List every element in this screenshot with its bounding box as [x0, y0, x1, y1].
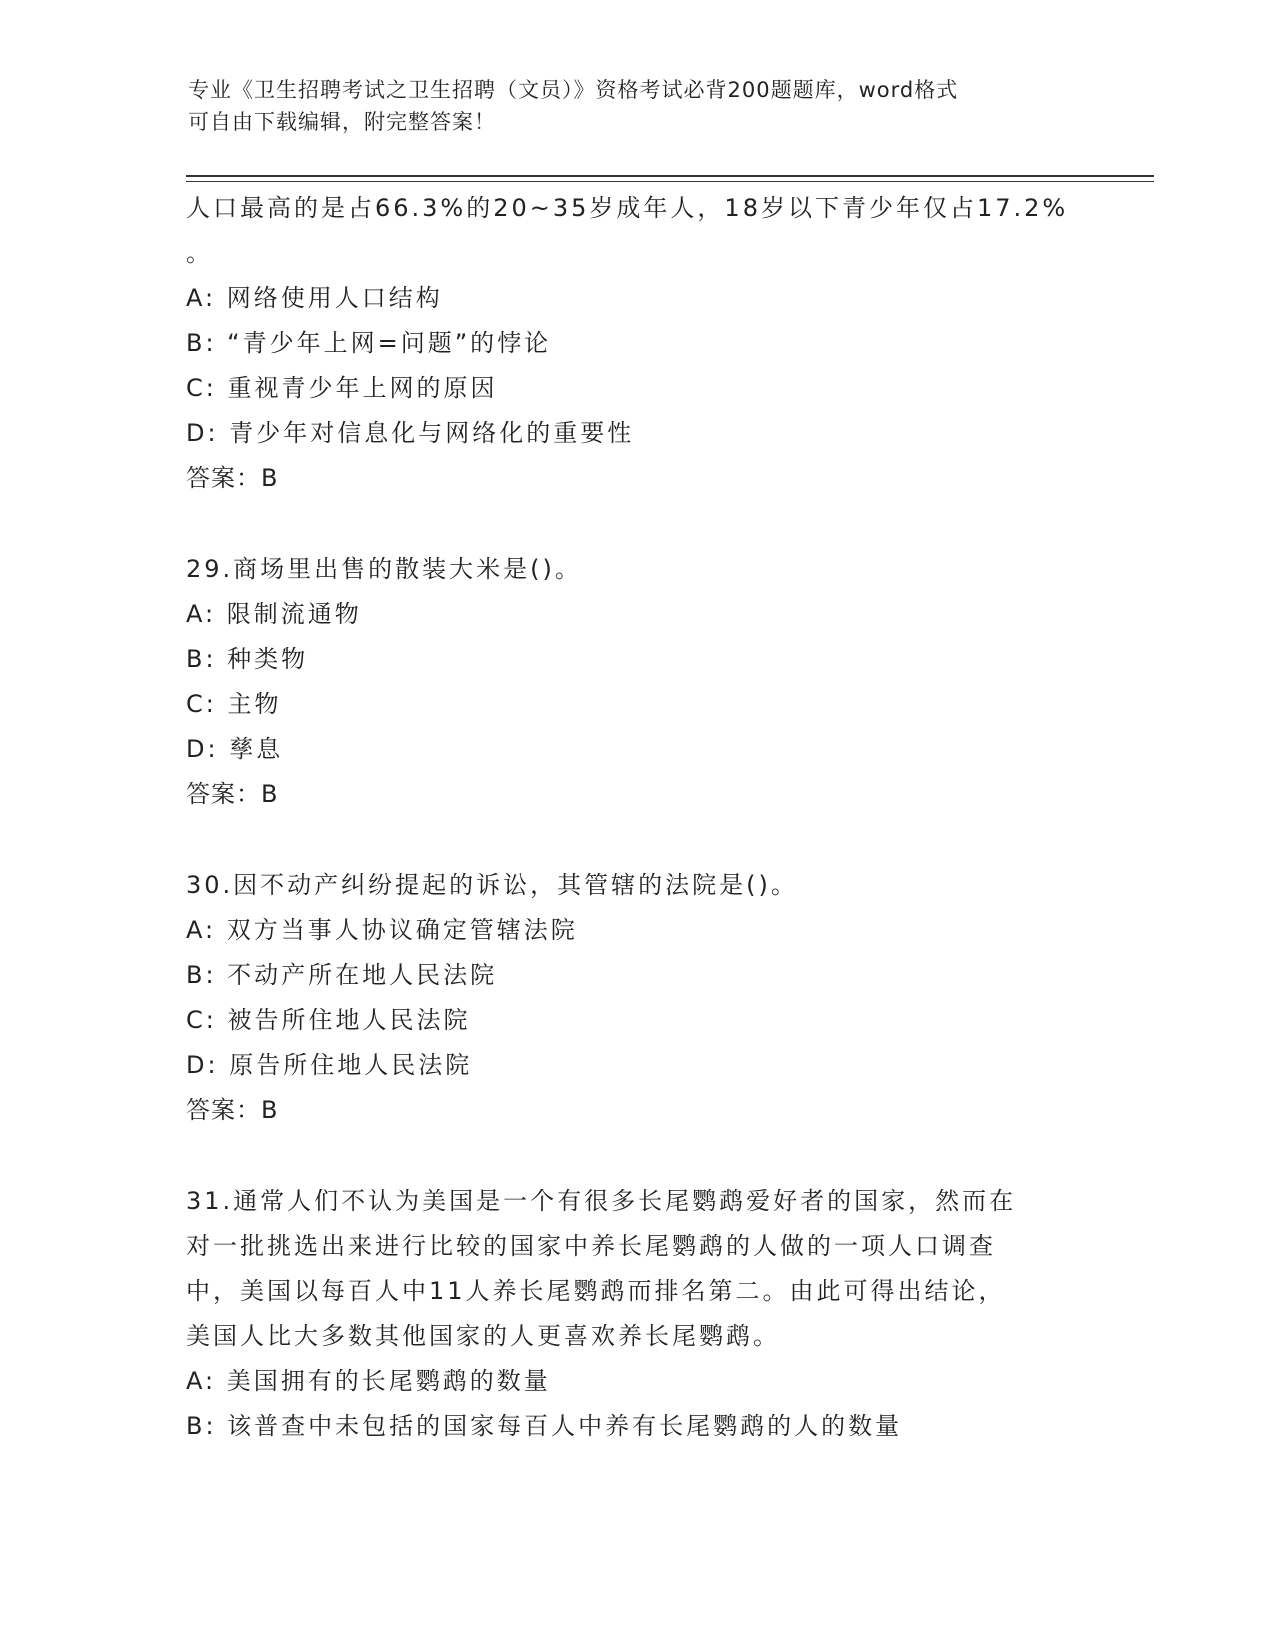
option-b: B: 该普查中未包括的国家每百人中养有长尾鹦鹉的人的数量: [186, 1412, 903, 1440]
question-30: [186, 863, 1086, 1133]
answer: 答案：B: [186, 1096, 279, 1124]
question-stem: 人口最高的是占66.3%的20~35岁成年人，18岁以下青少年仅占17.2%: [186, 194, 1069, 222]
header-line-1: 专业《卫生招聘考试之卫生招聘（文员）》资格考试必背200题题库，word格式: [188, 78, 959, 102]
option-c: C: 被告所住地人民法院: [186, 1006, 471, 1034]
document-header: [188, 74, 1088, 138]
option-a: A: 双方当事人协议确定管辖法院: [186, 916, 578, 944]
option-c: C: 重视青少年上网的原因: [186, 374, 498, 402]
header-divider-thick: [186, 175, 1154, 177]
option-b: B: 不动产所在地人民法院: [186, 961, 498, 989]
option-c: C: 主物: [186, 690, 282, 718]
header-divider-thin: [186, 181, 1154, 182]
answer: 答案：B: [186, 780, 279, 808]
option-a: A: 美国拥有的长尾鹦鹉的数量: [186, 1367, 551, 1395]
option-b: B: 种类物: [186, 645, 309, 673]
question-stem: 美国人比大多数其他国家的人更喜欢养长尾鹦鹉。: [186, 1322, 780, 1350]
question-29: [186, 547, 1086, 817]
question-stem: 。: [186, 239, 213, 267]
option-a: A: 限制流通物: [186, 600, 362, 628]
question-stem: 29.商场里出售的散装大米是()。: [186, 555, 582, 583]
question-31: [186, 1179, 1086, 1449]
header-line-2: 可自由下载编辑，附完整答案！: [188, 110, 496, 134]
answer: 答案：B: [186, 464, 279, 492]
question-28: [186, 186, 1086, 501]
question-stem: 31.通常人们不认为美国是一个有很多长尾鹦鹉爱好者的国家，然而在: [186, 1187, 1017, 1215]
question-stem: 对一批挑选出来进行比较的国家中养长尾鹦鹉的人做的一项人口调查: [186, 1232, 996, 1260]
option-a: A: 网络使用人口结构: [186, 284, 443, 312]
option-d: D: 孳息: [186, 735, 284, 763]
option-d: D: 原告所住地人民法院: [186, 1051, 473, 1079]
option-d: D: 青少年对信息化与网络化的重要性: [186, 419, 635, 447]
question-stem: 30.因不动产纠纷提起的诉讼，其管辖的法院是()。: [186, 871, 798, 899]
question-list: [186, 186, 1086, 1449]
option-b: B: “青少年上网=问题”的悖论: [186, 329, 552, 357]
question-stem: 中，美国以每百人中11人养长尾鹦鹉而排名第二。由此可得出结论，: [186, 1277, 1006, 1305]
